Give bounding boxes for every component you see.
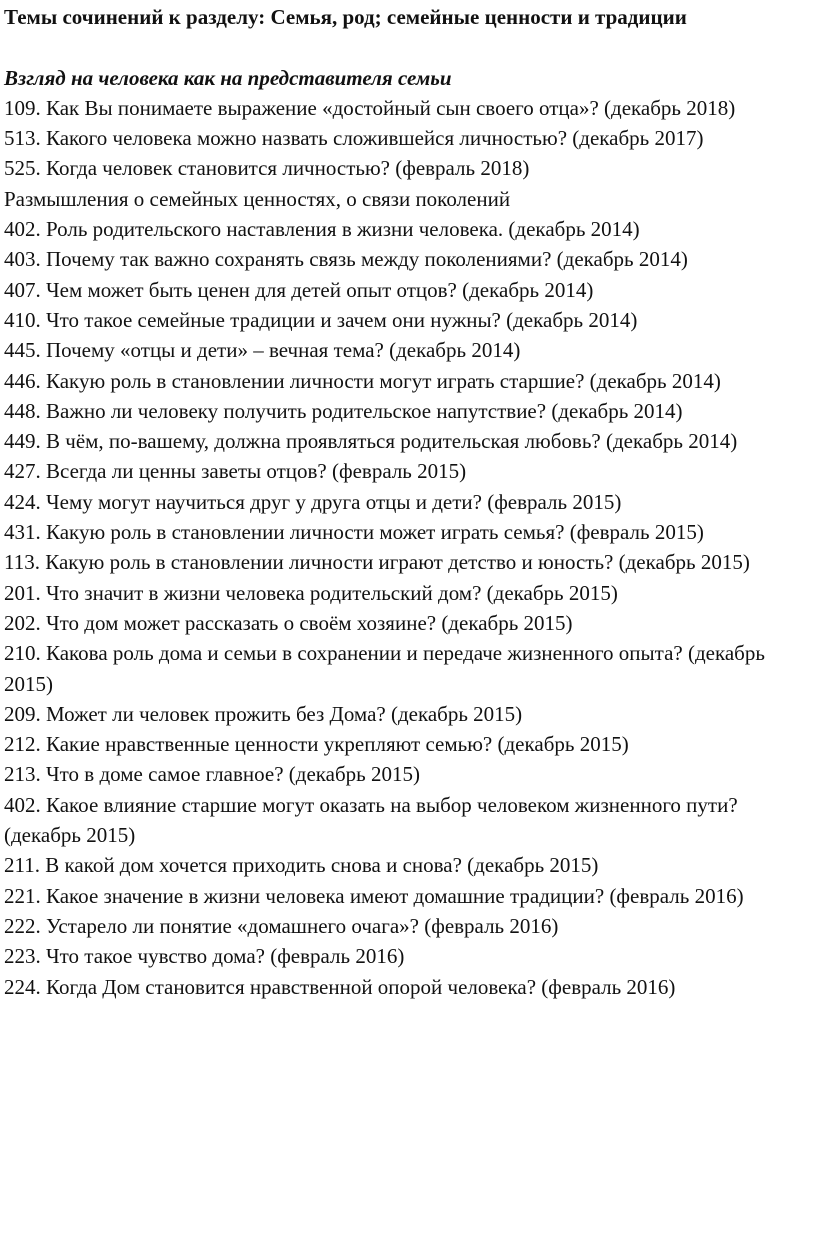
list-item: 224. Когда Дом становится нравственной опорой человека? (февраль 2016) (4, 974, 676, 999)
list-item: 201. Что значит в жизни человека родительский дом? (декабрь 2015) (4, 580, 618, 605)
list-item: 403. Почему так важно сохранять связь между поколениями? (декабрь 2014) (4, 247, 688, 272)
list-item: 402. Роль родительского наставления в жизни человека. (декабрь 2014) (4, 217, 640, 242)
list-item: 211. В какой дом хочется приходить снова и снова? (декабрь 2015) (4, 853, 599, 878)
list-item: 212. Какие нравственные ценности укрепляют семью? (декабрь 2015) (4, 732, 629, 757)
list-item: 213. Что в доме самое главное? (декабрь 2015) (4, 762, 420, 787)
list-item: 448. Важно ли человеку получить родительское напутствие? (декабрь 2014) (4, 398, 683, 423)
list-item: 445. Почему «отцы и дети» – вечная тема? (декабрь 2014) (4, 338, 521, 363)
blank-line (4, 32, 810, 62)
section1-list (4, 93, 810, 184)
list-item: 513. Какого человека можно назвать сложившейся личностью? (декабрь 2017) (4, 126, 704, 151)
list-item: 210. Какова роль дома и семьи в сохранении и передаче жизненного опыта? (декабрь 2015) (4, 641, 765, 696)
list-item: 449. В чём, по-вашему, должна проявляться родительская любовь? (декабрь 2014) (4, 429, 738, 454)
list-item: 222. Устарело ли понятие «домашнего очага»? (февраль 2016) (4, 913, 559, 938)
list-item: 410. Что такое семейные традиции и зачем они нужны? (декабрь 2014) (4, 307, 638, 332)
list-item: 446. Какую роль в становлении личности могут играть старшие? (декабрь 2014) (4, 368, 721, 393)
list-item: 427. Всегда ли ценны заветы отцов? (февраль 2015) (4, 459, 467, 484)
list-item: 431. Какую роль в становлении личности может играть семья? (февраль 2015) (4, 520, 704, 545)
section2-list (4, 214, 810, 1002)
list-item: 402. Какое влияние старшие могут оказать на выбор человеком жизненного пути? (декабрь 2015) (4, 792, 738, 848)
list-item: 113. Какую роль в становлении личности играют детство и юность? (декабрь 2015) (4, 550, 750, 575)
section-heading-family-values: Размышления о семейных ценностях, о связи поколений (4, 186, 511, 211)
list-item: 525. Когда человек становится личностью? (февраль 2018) (4, 156, 530, 181)
list-item: 223. Что такое чувство дома? (февраль 2016) (4, 944, 405, 969)
list-item: 424. Чему могут научиться друг у друга отцы и дети? (февраль 2015) (4, 489, 622, 514)
list-item: 202. Что дом может рассказать о своём хозяине? (декабрь 2015) (4, 610, 573, 635)
list-item: 221. Какое значение в жизни человека имеют домашние традиции? (февраль 2016) (4, 883, 744, 908)
document-title: Темы сочинений к разделу: Семья, род; семейные ценности и традиции (4, 5, 687, 29)
list-item: 209. Может ли человек прожить без Дома? (декабрь 2015) (4, 701, 523, 726)
list-item: 109. Как Вы понимаете выражение «достойный сын своего отца»? (декабрь 2018) (4, 95, 736, 120)
section-heading-family-representative: Взгляд на человека как на представителя семьи (4, 65, 452, 90)
list-item: 407. Чем может быть ценен для детей опыт отцов? (декабрь 2014) (4, 277, 594, 302)
